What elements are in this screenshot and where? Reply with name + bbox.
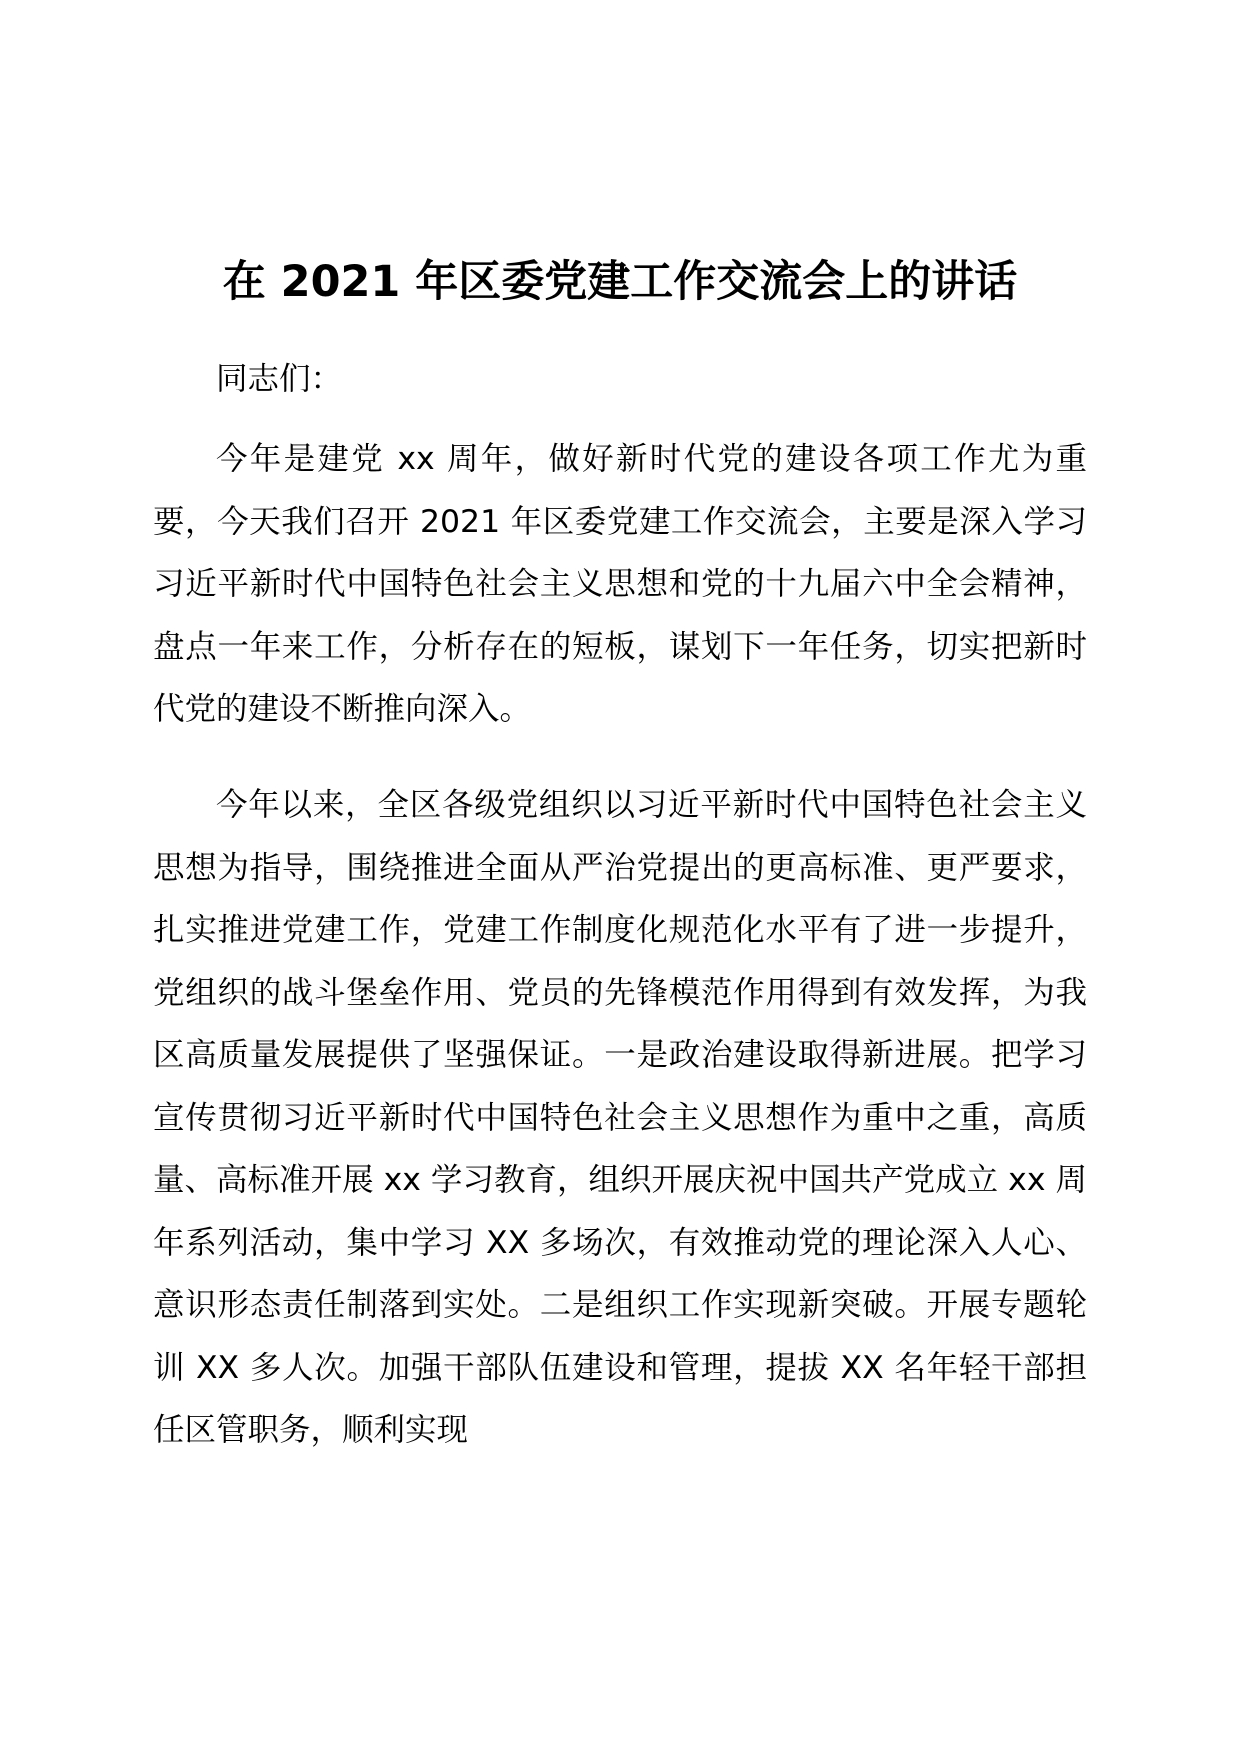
body-paragraph-2: 今年以来，全区各级党组织以习近平新时代中国特色社会主义思想为指导，围绕推进全面从严治党提出的更高标准、更严要求，扎实推进党建工作，党建工作制度化规范化水平有了进一步提升，党组织的战斗堡垒作用、党员的先锋模范作用得到有效发挥，为我区高质量发展提供了坚强保证。一是政治建设取得新进展。把学习宣传贯彻习近平新时代中国特色社会主义思想作为重中之重，高质量、高标准开展 xx 学习教育，组织开展庆祝中国共产党成立 xx 周年系列活动，集中学习 XX 多场次，有效推动党的理论深入人心、意识形态责任制落到实处。二是组织工作实现新突破。开展专题轮训 XX 多人次。加强干部队伍建设和管理，提拔 XX 名年轻干部担任区管职务，顺利实现 xyxy=(153,787,1087,1448)
greeting-block xyxy=(153,348,1087,411)
document-title: 在 2021 年区委党建工作交流会上的讲话 xyxy=(222,257,1018,307)
paragraph-block-1 xyxy=(153,428,1087,741)
paragraph-block-2 xyxy=(153,774,1087,1462)
greeting-text: 同志们： xyxy=(216,361,343,397)
body-paragraph-1: 今年是建党 xx 周年，做好新时代党的建设各项工作尤为重要，今天我们召开 2021 年区委党建工作交流会，主要是深入学习习近平新时代中国特色社会主义思想和党的十九届六中全会精神，盘点一年来工作，分析存在的短板，谋划下一年任务，切实把新时代党的建设不断推向深入。 xyxy=(153,441,1087,727)
